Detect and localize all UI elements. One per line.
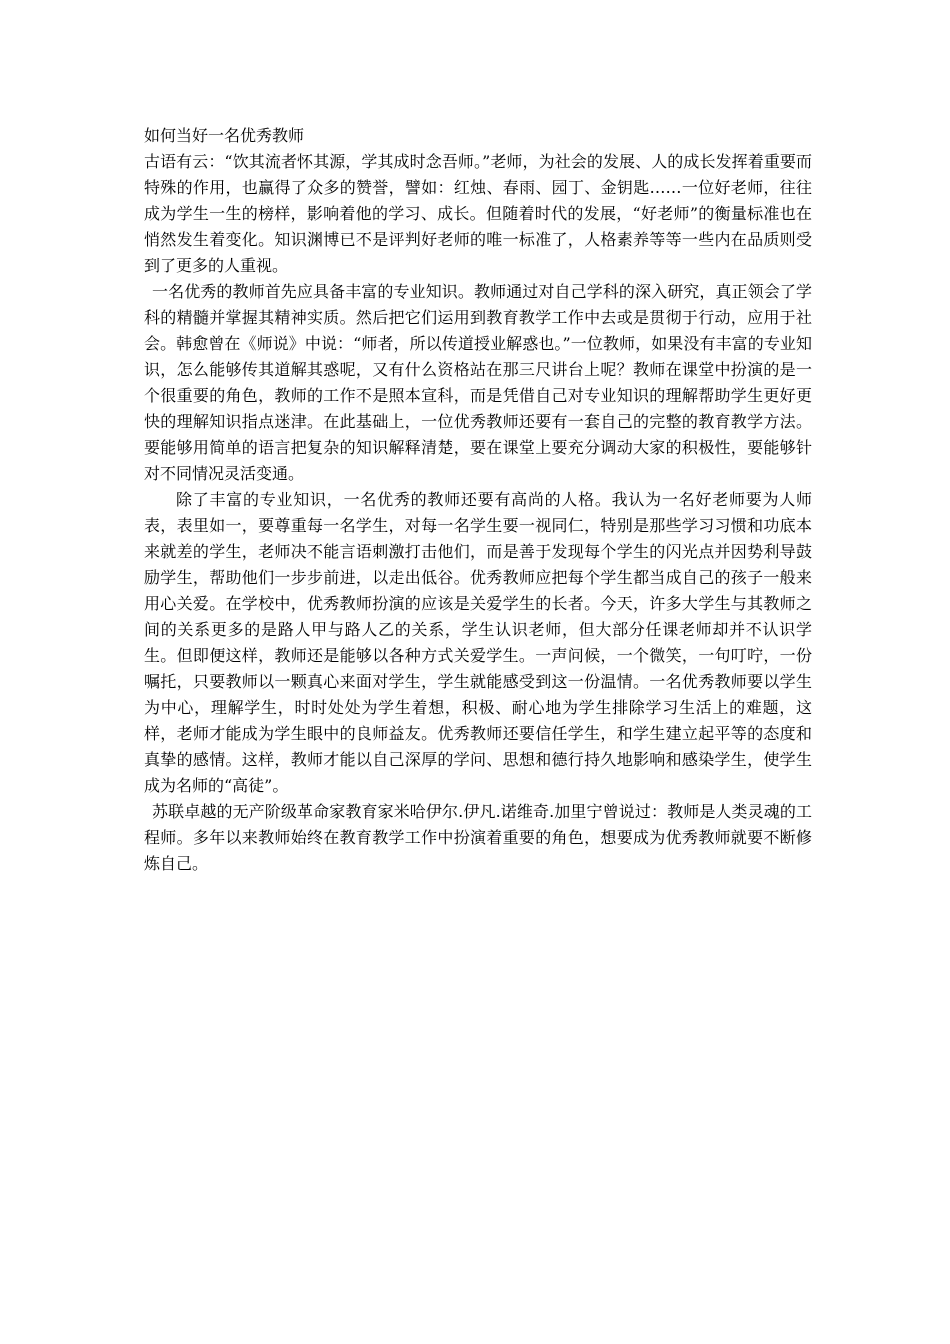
document-page: [144, 123, 812, 877]
document-title: 如何当好一名优秀教师: [144, 126, 305, 145]
paragraph-noble-character: 除了丰富的专业知识，一名优秀的教师还要有高尚的人格。我认为一名好老师要为人师表，表里如一，要尊重每一名学生，对每一名学生要一视同仁，特别是那些学习习惯和功底本来就差的学生，老师决不能言语刺激打击他们，而是善于发现每个学生的闪光点并因势利导鼓励学生，帮助他们一步步前进，以走出低谷。优秀教师应把每个学生都当成自己的孩子一般来用心关爱。在学校中，优秀教师扮演的应该是关爱学生的长者。今天，许多大学生与其教师之间的关系更多的是路人甲与路人乙的关系，学生认识老师，但大部分任课老师却并不认识学生。但即便这样，教师还是能够以各种方式关爱学生。一声问候，一个微笑，一句叮咛，一份嘱托，只要教师以一颗真心来面对学生，学生就能感受到这一份温情。一名优秀教师要以学生为中心，理解学生，时时处处为学生着想，积极、耐心地为学生排除学习生活上的难题，这样，老师才能成为学生眼中的良师益友。优秀教师还要信任学生，和学生建立起平等的态度和真挚的感情。这样，教师才能以自己深厚的学问、思想和德行持久地影响和感染学生，使学生成为名师的“高徒”。: [144, 490, 812, 795]
paragraph-intro: 古语有云：“饮其流者怀其源，学其成时念吾师。”老师，为社会的发展、人的成长发挥着重要而特殊的作用，也赢得了众多的赞誉，譬如：红烛、春雨、园丁、金钥匙……一位好老师，往往成为学生一生的榜样，影响着他的学习、成长。但随着时代的发展，“好老师”的衡量标准也在悄然发生着变化。知识渊博已不是评判好老师的唯一标准了，人格素养等等一些内在品质则受到了更多的人重视。: [144, 152, 812, 275]
paragraph-professional-knowledge: 一名优秀的教师首先应具备丰富的专业知识。教师通过对自己学科的深入研究，真正领会了学科的精髓并掌握其精神实质。然后把它们运用到教育教学工作中去或是贯彻于行动，应用于社会。韩愈曾在《师说》中说：“师者，所以传道授业解惑也。”一位教师，如果没有丰富的专业知识，怎么能够传其道解其惑呢，又有什么资格站在那三尺讲台上呢？教师在课堂中扮演的是一个很重要的角色，教师的工作不是照本宣科，而是凭借自己对专业知识的理解帮助学生更好更快的理解知识指点迷津。在此基础上，一位优秀教师还要有一套自己的完整的教育教学方法。要能够用简单的语言把复杂的知识解释清楚，要在课堂上要充分调动大家的积极性，要能够针对不同情况灵活变通。: [144, 282, 812, 483]
paragraph-conclusion: 苏联卓越的无产阶级革命家教育家米哈伊尔.伊凡.诺维奇.加里宁曾说过：教师是人类灵魂的工程师。多年以来教师始终在教育教学工作中扮演着重要的角色，想要成为优秀教师就要不断修炼自己。: [144, 802, 812, 873]
